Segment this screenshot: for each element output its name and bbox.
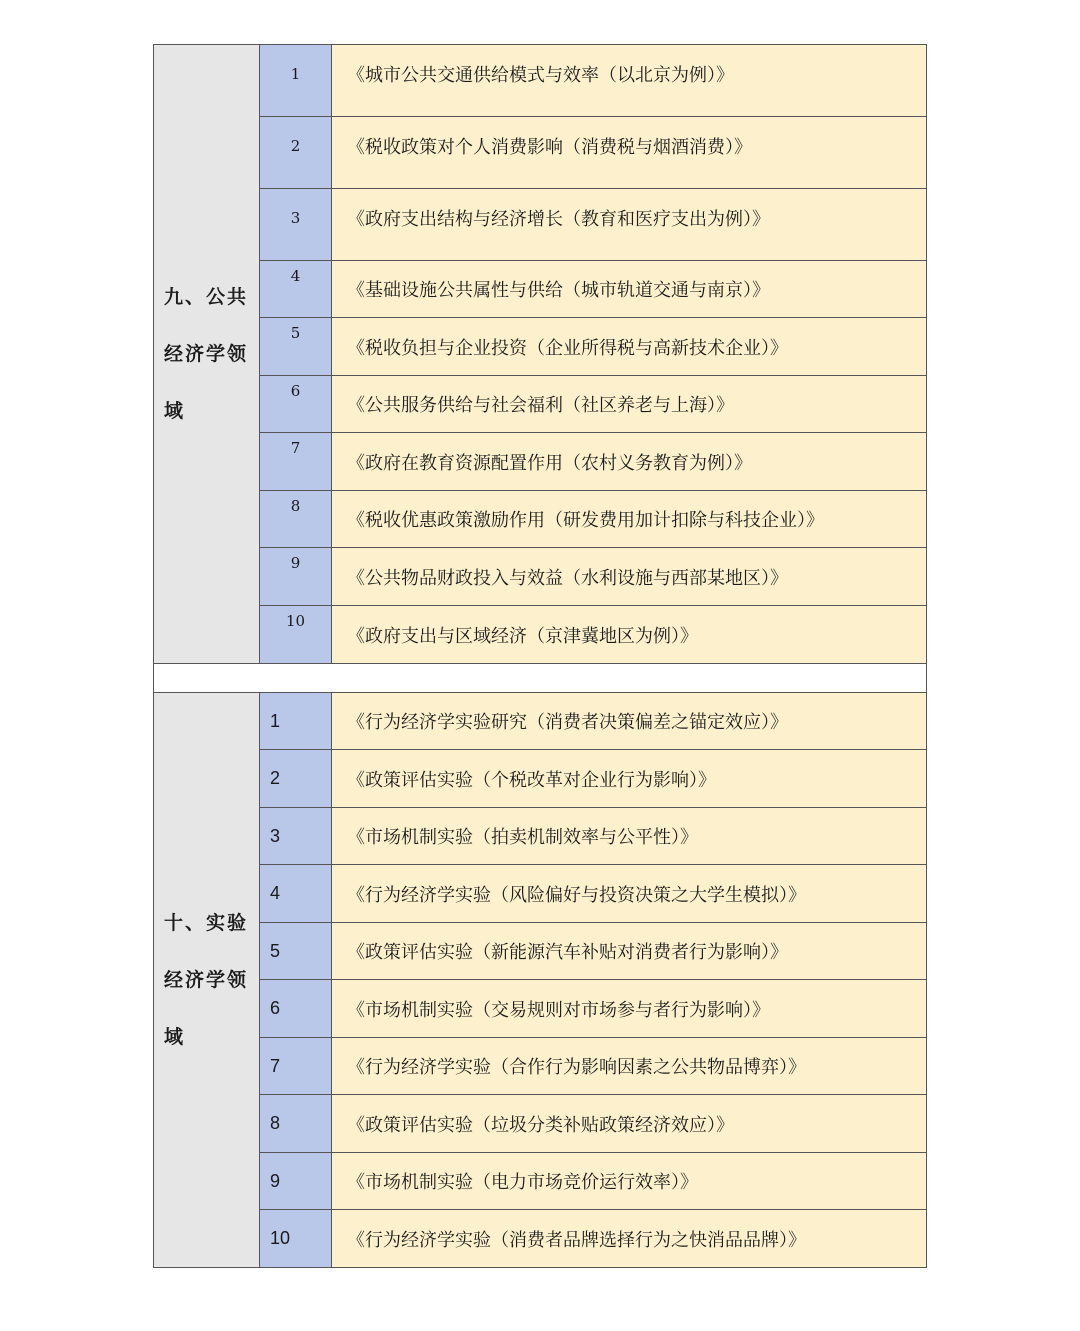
section-title-text: 九、公共经济学领域 xyxy=(164,285,249,422)
row-title: 《税收政策对个人消费影响（消费税与烟酒消费）》 xyxy=(332,117,926,188)
table-row xyxy=(260,189,926,261)
section-title xyxy=(154,693,260,1267)
table-row xyxy=(260,433,926,491)
row-title: 《政策评估实验（个税改革对企业行为影响）》 xyxy=(332,750,926,807)
table-row xyxy=(260,750,926,808)
row-number: 6 xyxy=(260,376,332,432)
row-title: 《税收负担与企业投资（企业所得税与高新技术企业）》 xyxy=(332,318,926,375)
row-title: 《基础设施公共属性与供给（城市轨道交通与南京）》 xyxy=(332,261,926,317)
row-title: 《政府支出与区域经济（京津冀地区为例）》 xyxy=(332,606,926,663)
section-rows xyxy=(260,45,926,663)
row-title: 《市场机制实验（拍卖机制效率与公平性）》 xyxy=(332,808,926,864)
row-title: 《公共物品财政投入与效益（水利设施与西部某地区）》 xyxy=(332,548,926,605)
table-row xyxy=(260,318,926,376)
row-number: 1 xyxy=(260,45,332,116)
row-number: 4 xyxy=(260,865,332,922)
row-title: 《政府支出结构与经济增长（教育和医疗支出为例）》 xyxy=(332,189,926,260)
row-number: 5 xyxy=(260,318,332,375)
section-title-text: 十、实验经济学领域 xyxy=(164,911,249,1048)
table-row xyxy=(260,1210,926,1267)
row-number: 4 xyxy=(260,261,332,317)
section-rows xyxy=(260,693,926,1267)
row-number: 8 xyxy=(260,1095,332,1152)
row-title: 《行为经济学实验（消费者品牌选择行为之快消品品牌）》 xyxy=(332,1210,926,1267)
row-title: 《行为经济学实验（风险偏好与投资决策之大学生模拟）》 xyxy=(332,865,926,922)
table-row xyxy=(260,1038,926,1095)
section-spacer xyxy=(153,663,927,692)
table-row xyxy=(260,45,926,117)
topics-table xyxy=(153,44,927,1268)
section-public-economics xyxy=(153,44,927,663)
row-number: 3 xyxy=(260,189,332,260)
row-number: 6 xyxy=(260,980,332,1037)
row-title: 《市场机制实验（电力市场竞价运行效率）》 xyxy=(332,1153,926,1209)
table-row xyxy=(260,117,926,189)
table-row xyxy=(260,1153,926,1210)
section-title xyxy=(154,45,260,663)
table-row xyxy=(260,261,926,318)
row-title: 《公共服务供给与社会福利（社区养老与上海）》 xyxy=(332,376,926,432)
table-row xyxy=(260,376,926,433)
row-title: 《政策评估实验（垃圾分类补贴政策经济效应）》 xyxy=(332,1095,926,1152)
row-number: 7 xyxy=(260,433,332,490)
table-row xyxy=(260,548,926,606)
table-row xyxy=(260,606,926,663)
table-row xyxy=(260,980,926,1038)
row-number: 9 xyxy=(260,548,332,605)
row-number: 7 xyxy=(260,1038,332,1094)
table-row xyxy=(260,491,926,548)
table-row xyxy=(260,808,926,865)
row-title: 《行为经济学实验研究（消费者决策偏差之锚定效应）》 xyxy=(332,693,926,749)
row-title: 《政府在教育资源配置作用（农村义务教育为例）》 xyxy=(332,433,926,490)
row-number: 8 xyxy=(260,491,332,547)
row-number: 2 xyxy=(260,117,332,188)
section-experimental-economics xyxy=(153,692,927,1268)
row-title: 《行为经济学实验（合作行为影响因素之公共物品博弈）》 xyxy=(332,1038,926,1094)
row-number: 10 xyxy=(260,606,332,663)
table-row xyxy=(260,1095,926,1153)
row-title: 《政策评估实验（新能源汽车补贴对消费者行为影响）》 xyxy=(332,923,926,979)
row-number: 5 xyxy=(260,923,332,979)
table-row xyxy=(260,693,926,750)
row-number: 10 xyxy=(260,1210,332,1267)
row-title: 《税收优惠政策激励作用（研发费用加计扣除与科技企业）》 xyxy=(332,491,926,547)
row-title: 《城市公共交通供给模式与效率（以北京为例）》 xyxy=(332,45,926,116)
table-row xyxy=(260,923,926,980)
table-row xyxy=(260,865,926,923)
row-number: 1 xyxy=(260,693,332,749)
row-number: 3 xyxy=(260,808,332,864)
row-number: 2 xyxy=(260,750,332,807)
row-title: 《市场机制实验（交易规则对市场参与者行为影响）》 xyxy=(332,980,926,1037)
row-number: 9 xyxy=(260,1153,332,1209)
